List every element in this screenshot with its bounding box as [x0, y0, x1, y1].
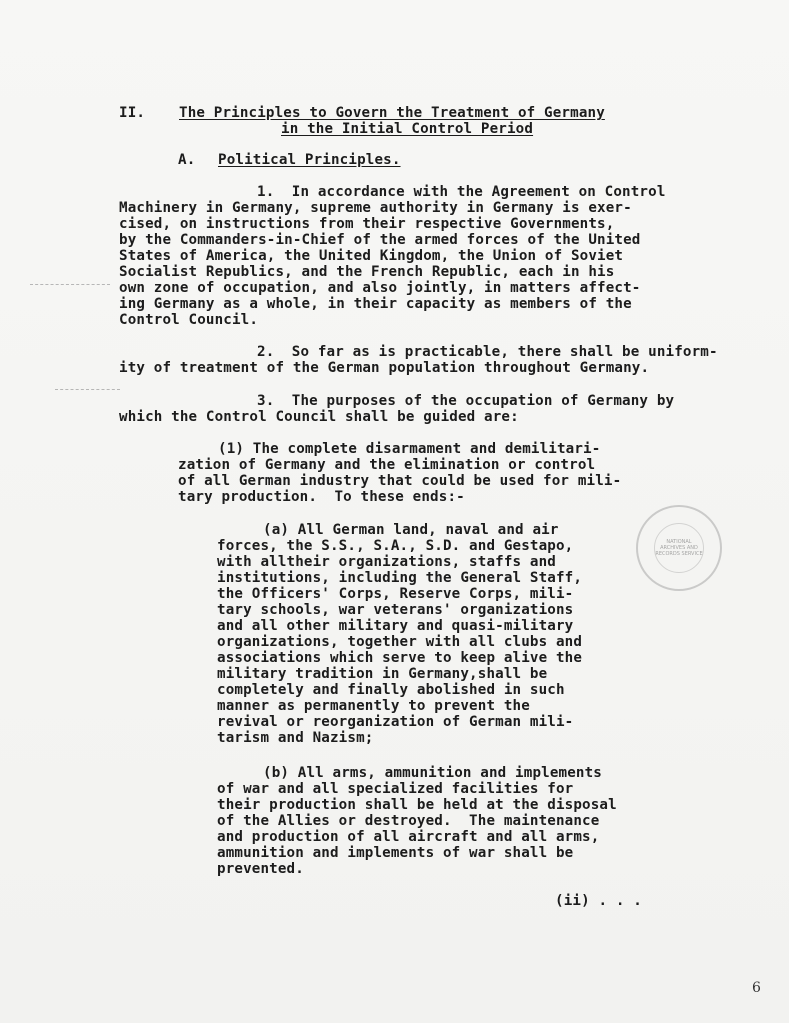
item-a-line: (a) All German land, naval and air: [263, 522, 559, 538]
item1-line: tary production. To these ends:-: [178, 489, 465, 505]
item-a-line: the Officers' Corps, Reserve Corps, mili-: [217, 586, 574, 602]
para1-line: States of America, the United Kingdom, the Union of Soviet: [119, 248, 624, 264]
para1-line: 1. In accordance with the Agreement on Control: [257, 184, 666, 200]
para1-line: own zone of occupation, and also jointly, in matters affect-: [119, 280, 641, 296]
para3-line: which the Control Council shall be guided are:: [119, 409, 519, 425]
item-a-line: with alltheir organizations, staffs and: [217, 554, 556, 570]
item1-line: zation of Germany and the elimination or control: [178, 457, 596, 473]
item-a-line: manner as permanently to prevent the: [217, 698, 530, 714]
heading-title-line1: The Principles to Govern the Treatment of Germany: [179, 105, 605, 121]
item-b-line: ammunition and implements of war shall be: [217, 845, 574, 861]
para2-line: ity of treatment of the German population throughout Germany.: [119, 360, 650, 376]
item-a-line: institutions, including the General Staff,: [217, 570, 583, 586]
margin-mark: [55, 389, 120, 390]
subsection-label: A.: [178, 152, 196, 168]
item-a-line: military tradition in Germany,shall be: [217, 666, 548, 682]
item-a-line: completely and finally abolished in such: [217, 682, 565, 698]
para1-line: cised, on instructions from their respective Governments,: [119, 216, 615, 232]
para1-line: Socialist Republics, and the French Republic, each in his: [119, 264, 615, 280]
para1-line: ing Germany as a whole, in their capacity as members of the: [119, 296, 632, 312]
para1-line: Machinery in Germany, supreme authority in Germany is exer-: [119, 200, 632, 216]
heading-title-line2: in the Initial Control Period: [281, 121, 534, 137]
para1-line: Control Council.: [119, 312, 259, 328]
item-b-line: (b) All arms, ammunition and implements: [263, 765, 602, 781]
archive-stamp-text: NATIONAL ARCHIVES AND RECORDS SERVICE: [654, 523, 704, 573]
item-a-line: forces, the S.S., S.A., S.D. and Gestapo,: [217, 538, 574, 554]
page-mark: 6: [752, 980, 761, 996]
item-a-line: tarism and Nazism;: [217, 730, 374, 746]
margin-mark: [30, 284, 110, 285]
para2-line: 2. So far as is practicable, there shall be uniform-: [257, 344, 718, 360]
item-a-line: organizations, together with all clubs and: [217, 634, 583, 650]
subsection-title: Political Principles.: [218, 152, 401, 168]
para3-line: 3. The purposes of the occupation of Germany by: [257, 393, 675, 409]
item1-line: of all German industry that could be used for mili-: [178, 473, 622, 489]
item-b-line: of the Allies or destroyed. The maintenance: [217, 813, 600, 829]
continuation-marker: (ii) . . .: [555, 893, 642, 909]
archive-stamp: [636, 505, 722, 591]
item-b-line: of war and all specialized facilities for: [217, 781, 574, 797]
section-number: II.: [119, 105, 146, 121]
item-a-line: tary schools, war veterans' organizations: [217, 602, 574, 618]
item-a-line: and all other military and quasi-military: [217, 618, 574, 634]
para1-line: by the Commanders-in-Chief of the armed forces of the United: [119, 232, 641, 248]
item-b-line: and production of all aircraft and all arms,: [217, 829, 600, 845]
item-a-line: revival or reorganization of German mili-: [217, 714, 574, 730]
item-b-line: prevented.: [217, 861, 304, 877]
item-a-line: associations which serve to keep alive the: [217, 650, 583, 666]
item1-line: (1) The complete disarmament and demilitari-: [218, 441, 601, 457]
item-b-line: their production shall be held at the disposal: [217, 797, 617, 813]
